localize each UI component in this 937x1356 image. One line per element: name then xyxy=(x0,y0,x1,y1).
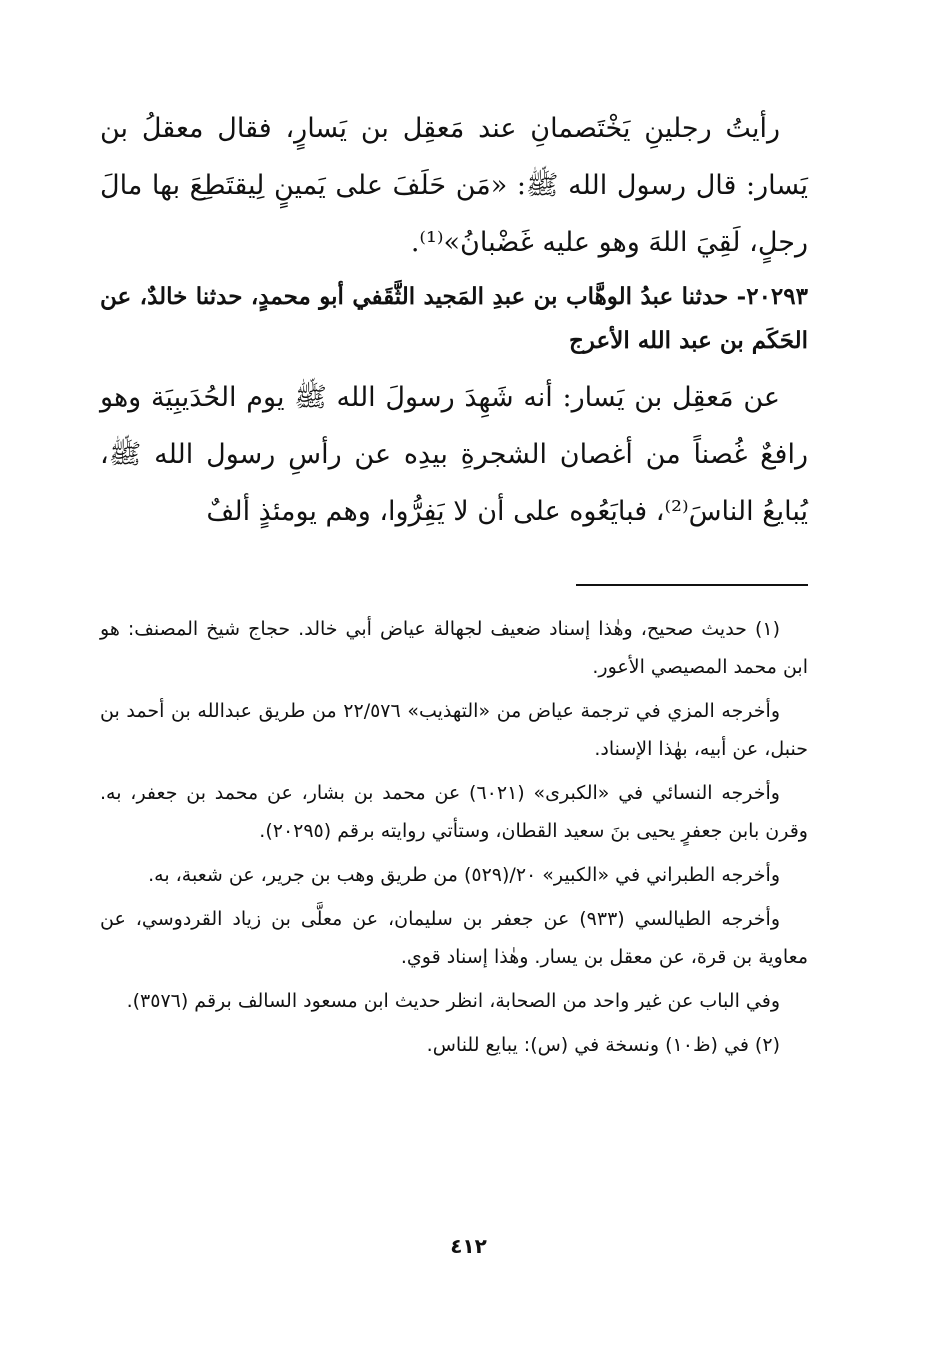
footnote-1-bab: وفي الباب عن غير واحد من الصحابة، انظر حديث ابن مسعود السالف برقم (٣٥٧٦). xyxy=(126,990,780,1012)
footnote-1-intro: (١) حديث صحيح، وهٰذا إسناد ضعيف لجهالة عياض أبي خالد. حجاج شيخ المصنف: هو ابن محمد المصيصي الأعور. xyxy=(100,618,808,678)
footnotes xyxy=(100,610,808,1070)
footnote-1-tayalisi: وأخرجه الطيالسي (٩٣٣) عن جعفر بن سليمان، عن معلَّى بن زياد القردوسي، عن معاوية بن قرة، عن معقل بن يسار. وهٰذا إسناد قوي. xyxy=(100,908,808,968)
footnote-1-mizzi: وأخرجه المزي في ترجمة عياض من «التهذيب» ٢٢/٥٧٦ من طريق عبدالله بن أحمد بن حنبل، عن أبيه، بهٰذا الإسناد. xyxy=(100,700,808,760)
main-paragraph-1: رأيتُ رجلينِ يَخْتَصمانِ عند مَعقِل بن يَسارٍ، فقال معقلُ بن يَسار: قال رسول الله ﷺ: «مَن حَلَفَ على يَمينٍ لِيقتَطِعَ بها مالَ رجلٍ، لَقِيَ اللهَ وهو عليه غَضْبانُ»⁽¹⁾. xyxy=(100,113,808,258)
footnote-1-nasai: وأخرجه النسائي في «الكبرى» (٦٠٢١) عن محمد بن بشار، عن محمد بن جعفر، به. وقرن بابن جعفرٍ يحيى بنَ سعيد القطان، وستأتي روايته برقم (٢٠٢٩٥). xyxy=(100,782,808,842)
footnote-1-tabarani: وأخرجه الطبراني في «الكبير» ٢٠/(٥٢٩) من طريق وهب بن جرير، عن شعبة، به. xyxy=(148,864,780,886)
document-page xyxy=(100,100,808,1056)
page-number: ٤١٢ xyxy=(450,1234,487,1258)
footnote-divider xyxy=(576,584,808,586)
hadith-header: ٢٠٢٩٣- حدثنا عبدُ الوهَّاب بن عبدِ المَجيد الثَّقَفي أبو محمدٍ، حدثنا خالدٌ، عن الحَكَم بن عبد الله الأعرج xyxy=(100,283,808,354)
main-text xyxy=(100,100,808,540)
footnote-2: (٢) في (ظ١٠) ونسخة في (س): يبايع للناس. xyxy=(426,1034,780,1056)
main-paragraph-2: عن مَعقِل بن يَسار: أنه شَهِدَ رسولَ الله ﷺ يوم الحُدَيبِيَة وهو رافعٌ غُصناً من أغصان الشجرةِ بيدِه عن رأسِ رسول الله ﷺ، يُبايعُ الناسَ⁽²⁾، فبايَعُوه على أن لا يَفِرُّوا، وهم يومئذٍ ألفٌ xyxy=(100,382,808,527)
